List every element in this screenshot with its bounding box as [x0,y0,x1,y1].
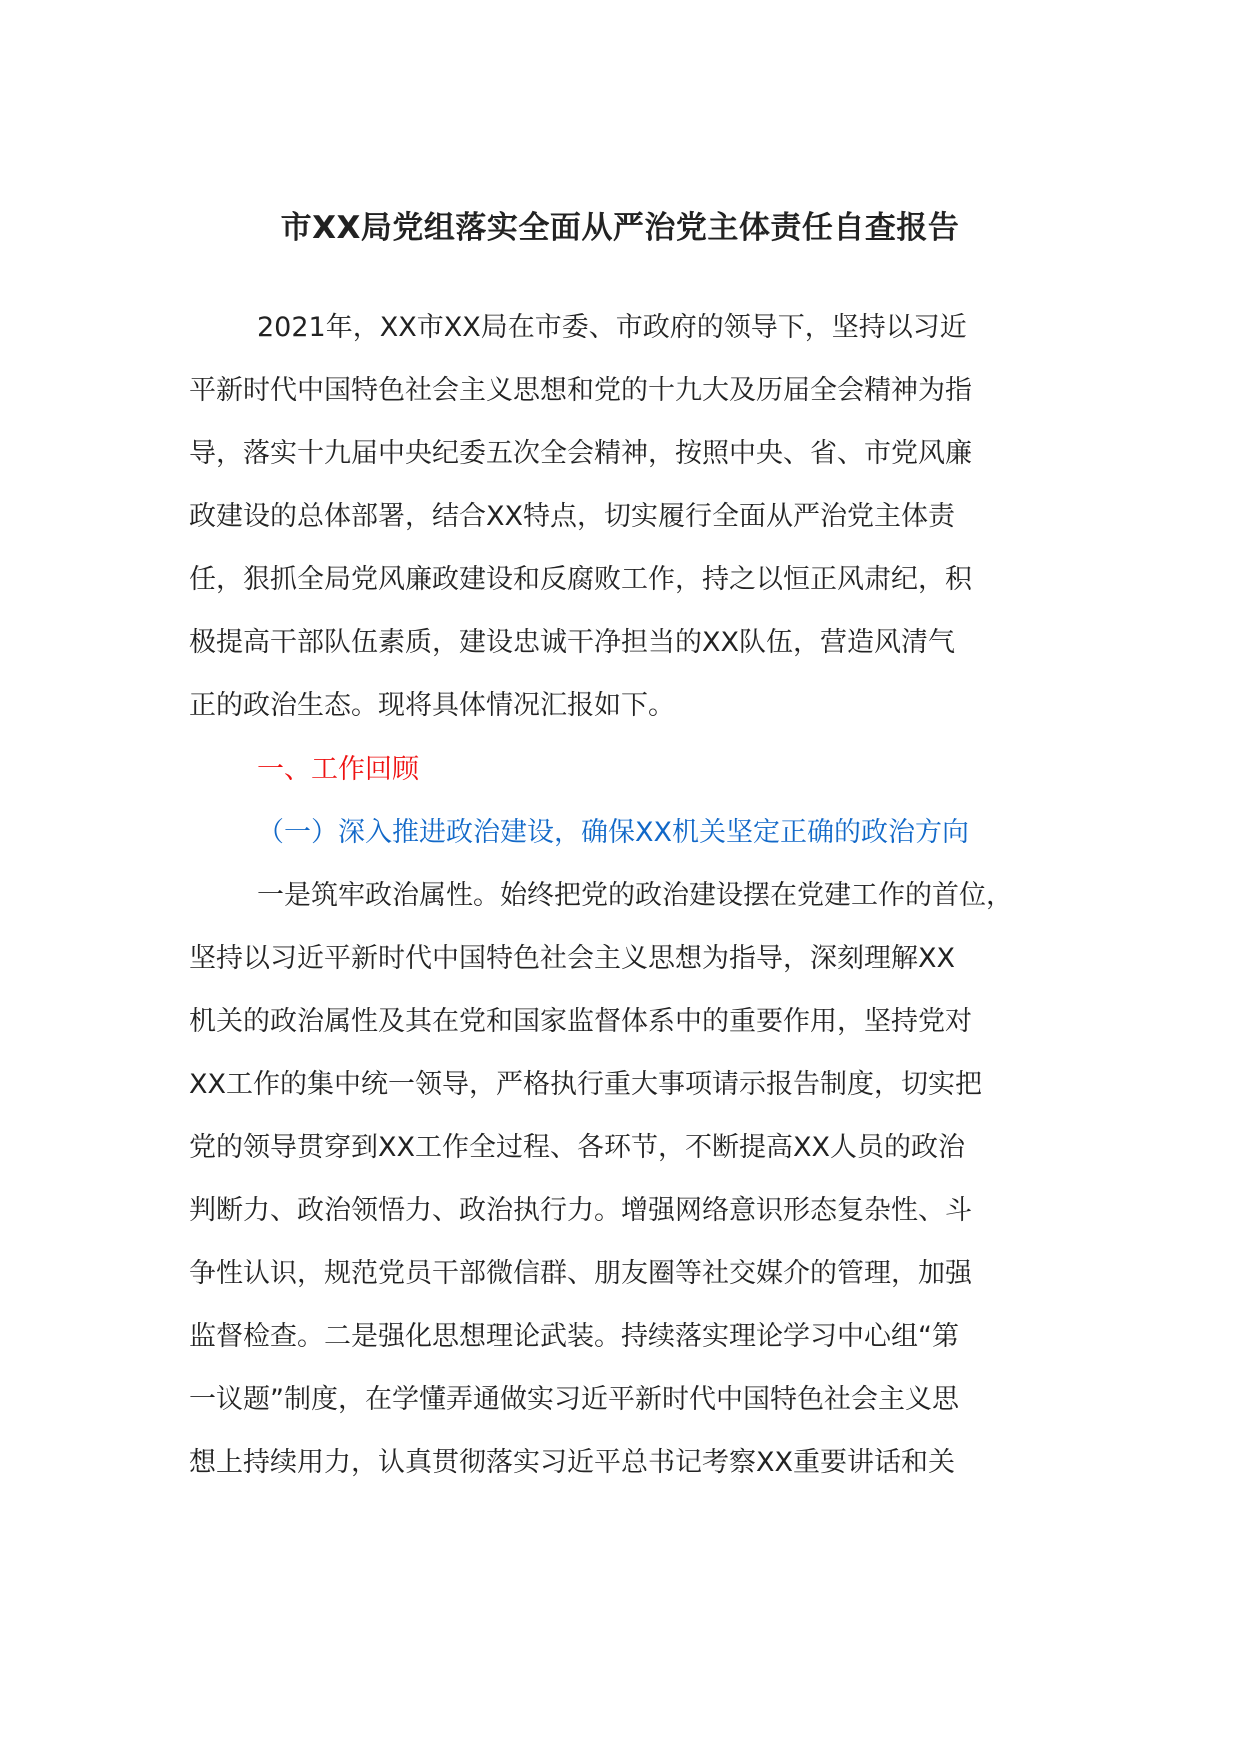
body-line-2: 坚持以习近平新时代中国特色社会主义思想为指导，深刻理解XX [189,943,955,974]
body-line-9: 一议题”制度，在学懂弄通做实习近平新时代中国特色社会主义思 [189,1384,959,1415]
intro-line-3: 导，落实十九届中央纪委五次全会精神，按照中央、省、市党风廉 [189,438,972,469]
intro-line-4: 政建设的总体部署，结合XX特点，切实履行全面从严治党主体责 [189,501,955,532]
body-line-6: 判断力、政治领悟力、政治执行力。增强网络意识形态复杂性、斗 [189,1195,972,1226]
body-line-7: 争性认识，规范党员干部微信群、朋友圈等社交媒介的管理，加强 [189,1258,972,1289]
intro-line-6: 极提高干部队伍素质，建设忠诚干净担当的XX队伍，营造风清气 [189,627,955,658]
subsection-heading: （一）深入推进政治建设，确保XX机关坚定正确的政治方向 [257,817,969,848]
document-title: 市XX局党组落实全面从严治党主体责任自查报告 [280,210,960,246]
body-line-5: 党的领导贯穿到XX工作全过程、各环节，不断提高XX人员的政治 [189,1132,965,1163]
body-line-10: 想上持续用力，认真贯彻落实习近平总书记考察XX重要讲话和关 [189,1447,955,1478]
body-line-3: 机关的政治属性及其在党和国家监督体系中的重要作用，坚持党对 [189,1006,972,1037]
body-line-4: XX工作的集中统一领导，严格执行重大事项请示报告制度，切实把 [189,1069,982,1100]
section-heading: 一、工作回顾 [257,754,419,785]
intro-line-7: 正的政治生态。现将具体情况汇报如下。 [189,690,675,721]
body-line-8: 监督检查。二是强化思想理论武装。持续落实理论学习中心组“第 [189,1321,959,1352]
intro-line-1: 2021年，XX市XX局在市委、市政府的领导下，坚持以习近 [257,312,967,343]
intro-line-2: 平新时代中国特色社会主义思想和党的十九大及历届全会精神为指 [189,375,972,406]
intro-line-5: 任，狠抓全局党风廉政建设和反腐败工作，持之以恒正风肃纪，积 [189,564,972,595]
body-line-1: 一是筑牢政治属性。始终把党的政治建设摆在党建工作的首位， [257,880,1013,911]
